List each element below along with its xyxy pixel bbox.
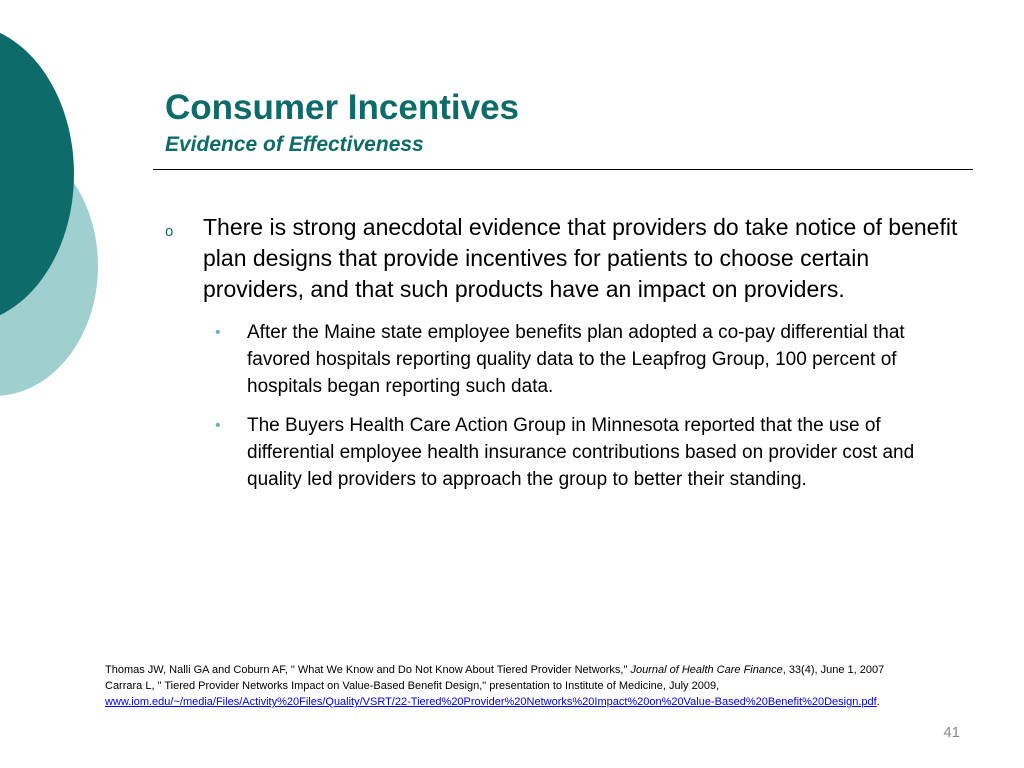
sub-bullet-text: The Buyers Health Care Action Group in Minnesota reported that the use of differential employee health insurance contributions based on provider cost and quality led providers to approach the group to better their standing. [247,415,915,490]
page-number: 41 [943,724,960,741]
hollow-bullet-icon: o [165,223,174,240]
reference-2: Carrara L, " Tiered Provider Networks Impact on Value-Based Benefit Design," presentation to Institute of Medicine, July 2009, [105,680,720,692]
references [105,662,985,710]
reference-1-journal: Journal of Health Care Finance [630,664,783,676]
bullet-dot-icon: • [215,324,221,341]
bullet-dot-icon: • [215,417,221,434]
sub-bullet-text: After the Maine state employee benefits plan adopted a co-pay differential that favored hospitals reporting quality data to the Leapfrog Group, 100 percent of hospitals began reporting such data. [247,322,905,397]
sub-bullet-list [165,319,965,493]
slide-title: Consumer Incentives [165,88,519,127]
title-divider [153,169,973,170]
main-bullet-text: There is strong anecdotal evidence that providers do take notice of benefit plan designs that provide incentives for patients to choose certain providers, and that such products have an impact on providers. [203,214,958,302]
title-block [165,90,972,157]
reference-link-line [105,694,985,710]
reference-1-suffix: , 33(4), June 1, 2007 [782,664,885,676]
sub-bullet [165,412,965,493]
sub-bullet [165,319,965,400]
slide-subtitle: Evidence of Effectiveness [165,133,424,156]
main-bullet [165,212,965,305]
slide-body [165,212,965,505]
reference-1 [105,662,985,678]
reference-1-prefix: Thomas JW, Nalli GA and Coburn AF, " What We Know and Do Not Know About Tiered Provider Networks," [105,664,631,676]
reference-link[interactable]: www.iom.edu/~/media/Files/Activity%20Files/Quality/VSRT/22-Tiered%20Provider%20Networks%20Impact%20on%20Value-Based%20Benefit%20Design.pdf [105,696,877,708]
reference-link-suffix: . [876,696,880,708]
